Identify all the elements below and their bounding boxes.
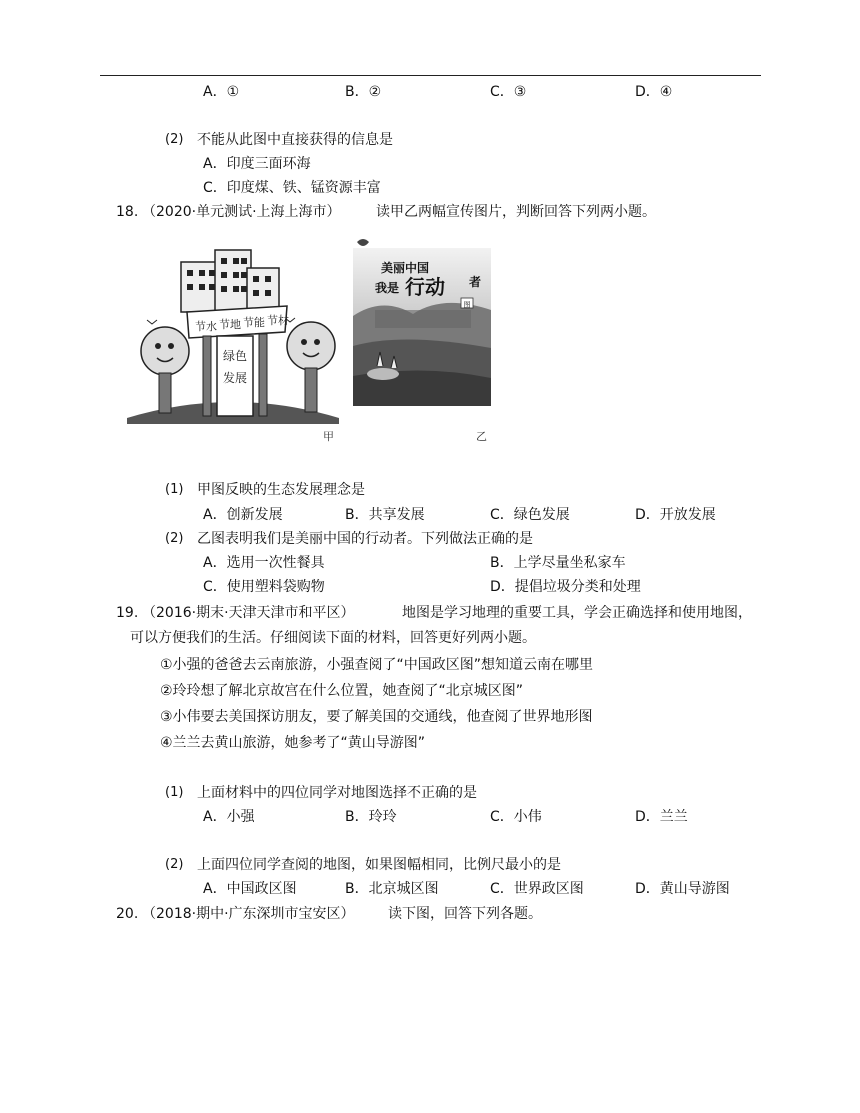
option-a: A．① [203,84,240,100]
sub-question-number: (2) [165,531,184,546]
question-number: 19. [116,605,139,621]
question-number: 18. [116,204,139,220]
option-c: C．世界政区图 [490,881,584,897]
question-source: （2018·期中·广东深圳市宝安区） [142,906,355,922]
poster-seal: 图 [463,301,471,309]
sign-label-1: 绿色 [222,349,248,363]
option-a: A．印度三面环海 [203,156,311,172]
sub-question-stem: 上面材料中的四位同学对地图选择不正确的是 [197,785,477,801]
material-item: ②玲玲想了解北京故宫在什么位置，她查阅了“北京城区图” [160,683,524,699]
banner-label-1: 节水 [195,320,217,333]
option-a: A．选用一次性餐具 [203,555,325,571]
header-rule [100,75,761,76]
question-number: 20. [116,906,139,922]
material-item: ③小伟要去美国探访朋友，要了解美国的交通线，他查阅了世界地形图 [160,709,593,725]
banner-label-2: 节地 [219,318,241,331]
option-a: A．小强 [203,809,255,825]
material-item: ④兰兰去黄山旅游，她参考了“黄山导游图” [160,735,426,751]
poster-title-1: 美丽中国 [381,261,430,275]
option-d: D．黄山导游图 [635,881,730,897]
option-c: C．③ [490,84,527,100]
option-d: D．提倡垃圾分类和处理 [490,579,641,595]
question-stem: 读甲乙两幅宣传图片，判断回答下列两小题。 [376,204,656,220]
option-d: D．④ [635,84,673,100]
option-d: D．开放发展 [635,507,716,523]
question-stem-continued: 可以方便我们的生活。仔细阅读下面的材料，回答更好列两小题。 [130,630,536,646]
sub-question-stem: 甲图反映的生态发展理念是 [197,482,365,498]
sub-question-number: (1) [165,785,184,800]
question-source: （2016·期末·天津天津市和平区） [142,605,355,621]
option-d: D．兰兰 [635,809,688,825]
sub-question-stem: 不能从此图中直接获得的信息是 [197,132,393,148]
question-source: （2020·单元测试·上海上海市） [142,204,341,220]
question-stem: 读下图，回答下列各题。 [388,906,542,922]
option-a: A．创新发展 [203,507,283,523]
option-b: B．共享发展 [345,507,425,523]
option-b: B．北京城区图 [345,881,439,897]
illustration-jia [125,248,341,440]
poster-title-3: 行动 [405,275,445,299]
banner-label-4: 节材 [267,314,289,327]
sign-label-2: 发展 [222,371,248,385]
option-a: A．中国政区图 [203,881,297,897]
caption-yi: 乙 [476,430,487,443]
poster-title-2: 我是 [375,281,400,295]
material-item: ①小强的爸爸去云南旅游，小强查阅了“中国政区图”想知道云南在哪里 [160,657,594,673]
sub-question-stem: 乙图表明我们是美丽中国的行动者。下列做法正确的是 [197,531,533,547]
poster-title-4: 者 [469,275,482,289]
banner-label-3: 节能 [243,316,265,329]
option-c: C．小伟 [490,809,542,825]
poster-yi [353,236,493,408]
sub-question-number: (2) [165,857,184,872]
sub-question-stem: 上面四位同学查阅的地图，如果图幅相同，比例尺最小的是 [197,857,561,873]
option-c: C．使用塑料袋购物 [203,579,325,595]
option-c: C．印度煤、铁、锰资源丰富 [203,180,381,196]
caption-jia: 甲 [323,430,334,443]
question-stem: 地图是学习地理的重要工具，学会正确选择和使用地图， [402,605,752,621]
option-b: B．② [345,84,382,100]
option-c: C．绿色发展 [490,507,570,523]
option-b: B．玲玲 [345,809,397,825]
sub-question-number: (1) [165,482,184,497]
sub-question-number: (2) [165,132,184,147]
option-b: B．上学尽量坐私家车 [490,555,626,571]
